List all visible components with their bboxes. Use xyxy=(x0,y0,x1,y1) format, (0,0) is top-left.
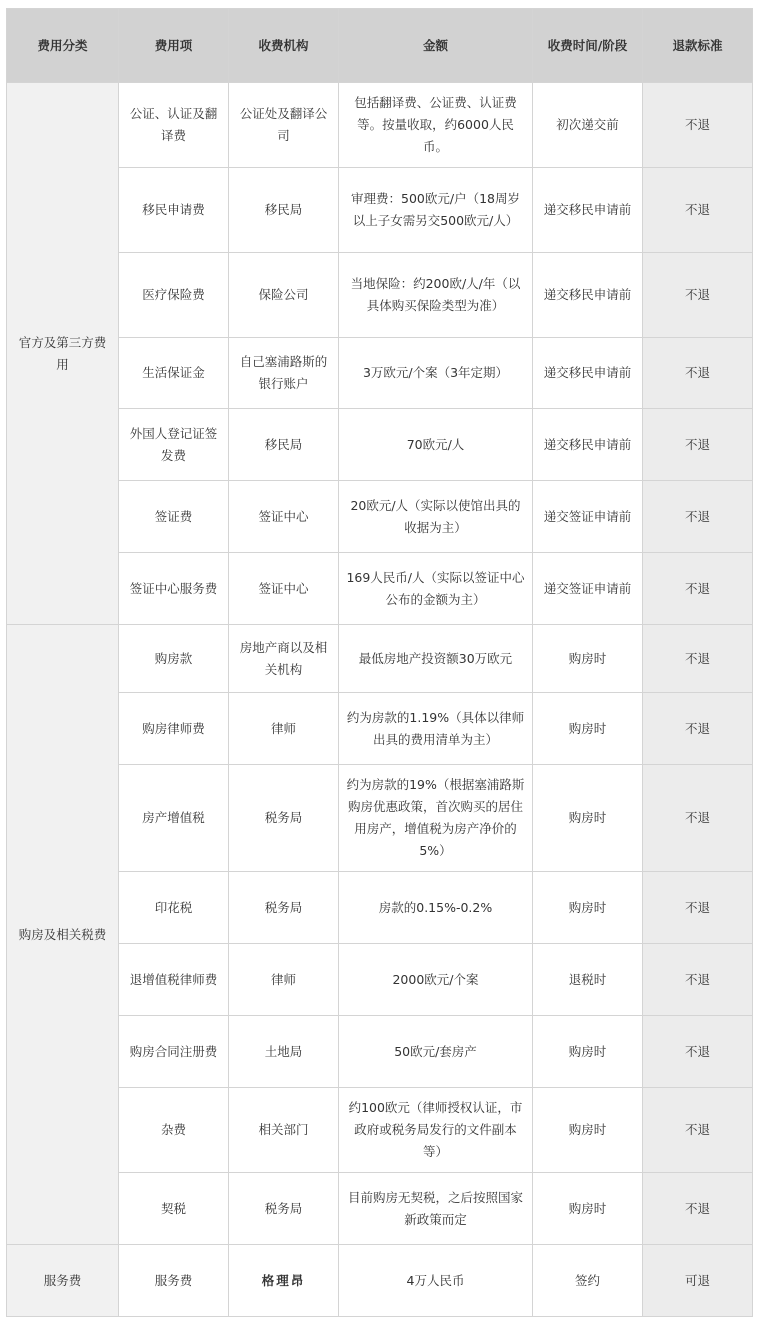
table-row xyxy=(7,872,753,944)
table-row xyxy=(7,338,753,409)
time-cell: 购房时 xyxy=(533,1088,643,1173)
refund-cell: 不退 xyxy=(643,168,753,253)
table-row xyxy=(7,1088,753,1173)
item-cell: 签证费 xyxy=(119,481,229,553)
amount-cell: 房款的0.15%-0.2% xyxy=(339,872,533,944)
header-time: 收费时间/阶段 xyxy=(533,9,643,83)
item-cell: 公证、认证及翻译费 xyxy=(119,83,229,168)
table-row xyxy=(7,409,753,481)
item-cell: 移民申请费 xyxy=(119,168,229,253)
table-row xyxy=(7,83,753,168)
table-row xyxy=(7,944,753,1016)
org-cell: 税务局 xyxy=(229,765,339,872)
amount-cell: 审理费：500欧元/户（18周岁以上子女需另交500欧元/人） xyxy=(339,168,533,253)
item-cell: 生活保证金 xyxy=(119,338,229,409)
item-cell: 印花税 xyxy=(119,872,229,944)
refund-cell: 不退 xyxy=(643,693,753,765)
time-cell: 购房时 xyxy=(533,693,643,765)
refund-cell: 不退 xyxy=(643,1173,753,1245)
amount-cell: 3万欧元/个案（3年定期） xyxy=(339,338,533,409)
amount-cell: 70欧元/人 xyxy=(339,409,533,481)
item-cell: 购房律师费 xyxy=(119,693,229,765)
table-row xyxy=(7,168,753,253)
item-cell: 医疗保险费 xyxy=(119,253,229,338)
table-row xyxy=(7,765,753,872)
amount-cell: 目前购房无契税，之后按照国家新政策而定 xyxy=(339,1173,533,1245)
refund-cell: 不退 xyxy=(643,944,753,1016)
fee-table xyxy=(6,8,753,1317)
item-cell: 退增值税律师费 xyxy=(119,944,229,1016)
refund-cell: 不退 xyxy=(643,625,753,693)
header-org: 收费机构 xyxy=(229,9,339,83)
time-cell: 购房时 xyxy=(533,625,643,693)
refund-cell: 不退 xyxy=(643,1016,753,1088)
refund-cell: 不退 xyxy=(643,481,753,553)
org-cell: 公证处及翻译公司 xyxy=(229,83,339,168)
time-cell: 递交签证申请前 xyxy=(533,553,643,625)
time-cell: 退税时 xyxy=(533,944,643,1016)
org-cell: 律师 xyxy=(229,693,339,765)
item-cell: 外国人登记证签发费 xyxy=(119,409,229,481)
amount-cell: 包括翻译费、公证费、认证费等。按量收取，约6000人民币。 xyxy=(339,83,533,168)
org-cell: 签证中心 xyxy=(229,553,339,625)
time-cell: 购房时 xyxy=(533,1016,643,1088)
header-category: 费用分类 xyxy=(7,9,119,83)
header-amount: 金额 xyxy=(339,9,533,83)
table-row xyxy=(7,553,753,625)
item-cell: 杂费 xyxy=(119,1088,229,1173)
amount-cell: 约为房款的1.19%（具体以律师出具的费用清单为主） xyxy=(339,693,533,765)
time-cell: 签约 xyxy=(533,1245,643,1317)
org-cell: 税务局 xyxy=(229,1173,339,1245)
org-cell: 房地产商以及相关机构 xyxy=(229,625,339,693)
amount-cell: 2000欧元/个案 xyxy=(339,944,533,1016)
amount-cell: 当地保险：约200欧/人/年（以具体购买保险类型为准） xyxy=(339,253,533,338)
category-cell: 官方及第三方费用 xyxy=(7,83,119,625)
header-refund: 退款标准 xyxy=(643,9,753,83)
org-cell: 相关部门 xyxy=(229,1088,339,1173)
refund-cell: 不退 xyxy=(643,872,753,944)
amount-cell: 50欧元/套房产 xyxy=(339,1016,533,1088)
amount-cell: 20欧元/人（实际以使馆出具的收据为主） xyxy=(339,481,533,553)
org-cell: 自己塞浦路斯的银行账户 xyxy=(229,338,339,409)
org-cell: 格理昂 xyxy=(229,1245,339,1317)
time-cell: 递交移民申请前 xyxy=(533,253,643,338)
table-row xyxy=(7,253,753,338)
refund-cell: 可退 xyxy=(643,1245,753,1317)
refund-cell: 不退 xyxy=(643,338,753,409)
amount-cell: 约100欧元（律师授权认证，市政府或税务局发行的文件副本等） xyxy=(339,1088,533,1173)
org-cell: 税务局 xyxy=(229,872,339,944)
table-row xyxy=(7,481,753,553)
time-cell: 递交移民申请前 xyxy=(533,409,643,481)
table-row xyxy=(7,1173,753,1245)
item-cell: 购房款 xyxy=(119,625,229,693)
table-row xyxy=(7,625,753,693)
time-cell: 递交移民申请前 xyxy=(533,168,643,253)
item-cell: 房产增值税 xyxy=(119,765,229,872)
org-cell: 移民局 xyxy=(229,168,339,253)
org-cell: 移民局 xyxy=(229,409,339,481)
time-cell: 初次递交前 xyxy=(533,83,643,168)
refund-cell: 不退 xyxy=(643,553,753,625)
amount-cell: 约为房款的19%（根据塞浦路斯购房优惠政策，首次购买的居住用房产，增值税为房产净价的5%） xyxy=(339,765,533,872)
item-cell: 签证中心服务费 xyxy=(119,553,229,625)
category-cell: 服务费 xyxy=(7,1245,119,1317)
refund-cell: 不退 xyxy=(643,83,753,168)
category-cell: 购房及相关税费 xyxy=(7,625,119,1245)
refund-cell: 不退 xyxy=(643,765,753,872)
org-cell: 保险公司 xyxy=(229,253,339,338)
time-cell: 购房时 xyxy=(533,765,643,872)
time-cell: 购房时 xyxy=(533,872,643,944)
amount-cell: 4万人民币 xyxy=(339,1245,533,1317)
refund-cell: 不退 xyxy=(643,1088,753,1173)
table-row xyxy=(7,1245,753,1317)
fee-table-container xyxy=(6,8,752,1317)
refund-cell: 不退 xyxy=(643,253,753,338)
item-cell: 契税 xyxy=(119,1173,229,1245)
time-cell: 购房时 xyxy=(533,1173,643,1245)
table-row xyxy=(7,693,753,765)
refund-cell: 不退 xyxy=(643,409,753,481)
table-row xyxy=(7,1016,753,1088)
item-cell: 服务费 xyxy=(119,1245,229,1317)
org-cell: 签证中心 xyxy=(229,481,339,553)
time-cell: 递交移民申请前 xyxy=(533,338,643,409)
org-cell: 土地局 xyxy=(229,1016,339,1088)
table-header-row xyxy=(7,9,753,83)
amount-cell: 最低房地产投资额30万欧元 xyxy=(339,625,533,693)
item-cell: 购房合同注册费 xyxy=(119,1016,229,1088)
time-cell: 递交签证申请前 xyxy=(533,481,643,553)
header-item: 费用项 xyxy=(119,9,229,83)
org-cell: 律师 xyxy=(229,944,339,1016)
amount-cell: 169人民币/人（实际以签证中心公布的金额为主） xyxy=(339,553,533,625)
